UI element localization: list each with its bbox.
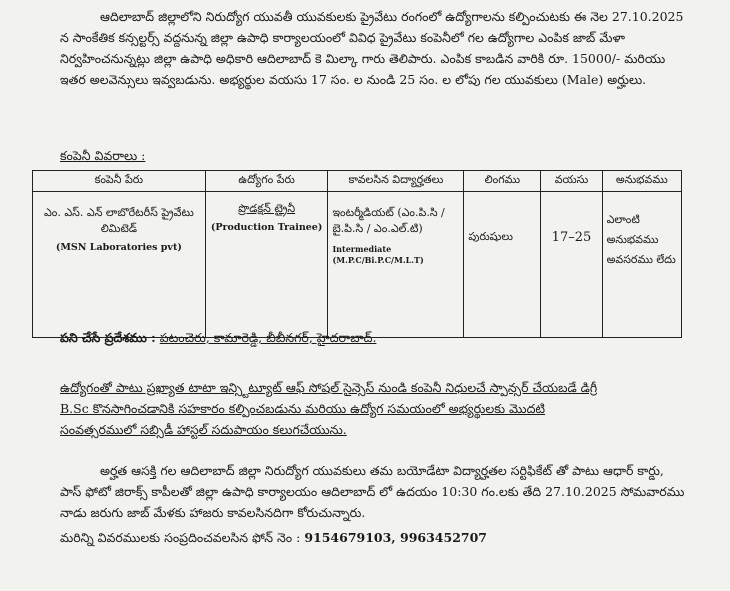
table-header-row <box>33 171 682 192</box>
cell-qualification <box>328 192 464 338</box>
cell-age: 17–25 <box>541 192 602 338</box>
work-location-label: పని చేసే ప్రదేశము : <box>60 330 156 345</box>
cell-company <box>33 192 206 338</box>
job-name-en: (Production Trainee) <box>210 222 323 233</box>
work-location <box>60 330 376 349</box>
cell-gender: పురుషులు <box>464 192 541 338</box>
qualification-en <box>332 244 459 266</box>
company-name: ఎం. ఎస్. ఎన్ లాబొరేటరీస్ ప్రైవేటు లిమిటెడ్ <box>43 206 194 235</box>
header-age: వయసు <box>541 171 602 192</box>
work-location-value: పటంచెరు, కామారెడ్డి, బీబీనగర్, హైదరాబాద్. <box>159 330 377 345</box>
job-table <box>32 170 682 338</box>
qualification-en-line1: Intermediate <box>332 244 392 254</box>
hostel-note: ఉద్యోగంతో పాటు ప్రఖ్యాత టాటా ఇన్స్టిట్యూట్ ఆఫ్ సోషల్ సైన్సెస్ నుండి కంపెనీ నిధులచే స్పాన్సర్ చేయబడే డిగ్రీ B.Sc కొనసాగించడానికి సహకారం కల్పించబడును మరియు ఉద్యోగ సమయంలో అభ్యర్థులకు మొదటి సంవత్సరములో సబ్సిడీ హాస్టల్ సదుపాయం కలుగచేయును. <box>60 380 598 437</box>
contact-phones: 9154679103, 9963452707 <box>304 530 487 545</box>
header-experience: అనుభవము <box>602 171 681 192</box>
header-gender: లింగము <box>464 171 541 192</box>
apply-note: అర్హత ఆసక్తి గల ఆదిలాబాద్ జిల్లా నిరుద్యోగ యువకులు తమ బయోడేటా విద్యార్హతల సర్టిఫికేట్ తో పాటు ఆధార్ కార్డు, పాస్ ఫోటో జిరాక్స్ కాపీలతో జిల్లా ఉపాధి కార్యాలయం ఆదిలాబాద్ లో ఉదయం 10:30 గం.లకు తేది 27.10.2025 సోమవారము నాడు జరుగు జాబ్ మేళకు హాజరు కావలసినదిగా కోరుచున్నారు. <box>60 463 685 520</box>
contact-line <box>60 530 487 549</box>
qualification-en-line2: (M.P.C/Bi.P.C/M.L.T) <box>332 255 424 265</box>
job-name: ప్రొడక్షన్ ట్రైనీ <box>238 202 296 215</box>
qualification: ఇంటర్మీడియట్ (ఎం.పి.సి / బై.పి.సి / ఎం.ఎల్.టి) <box>332 206 445 235</box>
header-qualification: కావలసిన విద్యార్హతలు <box>328 171 464 192</box>
table-row <box>33 192 682 338</box>
cell-job <box>205 192 328 338</box>
company-details-heading: కంపెనీ వివరాలు : <box>60 148 146 163</box>
company-name-en: (MSN Laboratories pvt) <box>55 242 182 253</box>
intro-paragraph: ఆదిలాబాద్ జిల్లాలోని నిరుద్యోగ యువతీ యువకులకు ప్రైవేటు రంగంలో ఉద్యోగాలను కల్పించుటకు ఈ నెల 27.10.2025 న సాంకేతిక కన్సల్టర్స్ వద్దనున్న జిల్లా ఉపాధి కార్యాలయంలో వివిధ ప్రైవేటు కంపెనీలో గల ఉద్యోగాల ఎంపిక జాబ్ మేళా నిర్వహించనున్నట్లు జిల్లా ఉపాధి అధికారి ఆదిలాబాద్ కె మిల్కా గారు తెలిపారు. ఎంపిక కాబడిన వారికి రూ. 15000/- మరియు ఇతర అలవెన్సులు ఇవ్వబడును. అభ్యర్థుల వయసు 17 సం. ల నుండి 25 సం. ల లోపు గల యువకులు (Male) అర్హులు. <box>60 9 684 87</box>
header-job: ఉద్యోగం పేరు <box>205 171 328 192</box>
header-company: కంపెనీ పేరు <box>33 171 206 192</box>
cell-experience: ఎలాంటి అనుభవము అవసరము లేదు <box>602 192 681 338</box>
contact-label: మరిన్ని వివరములకు సంప్రదించవలసిన ఫోన్ నెం : <box>60 530 301 545</box>
